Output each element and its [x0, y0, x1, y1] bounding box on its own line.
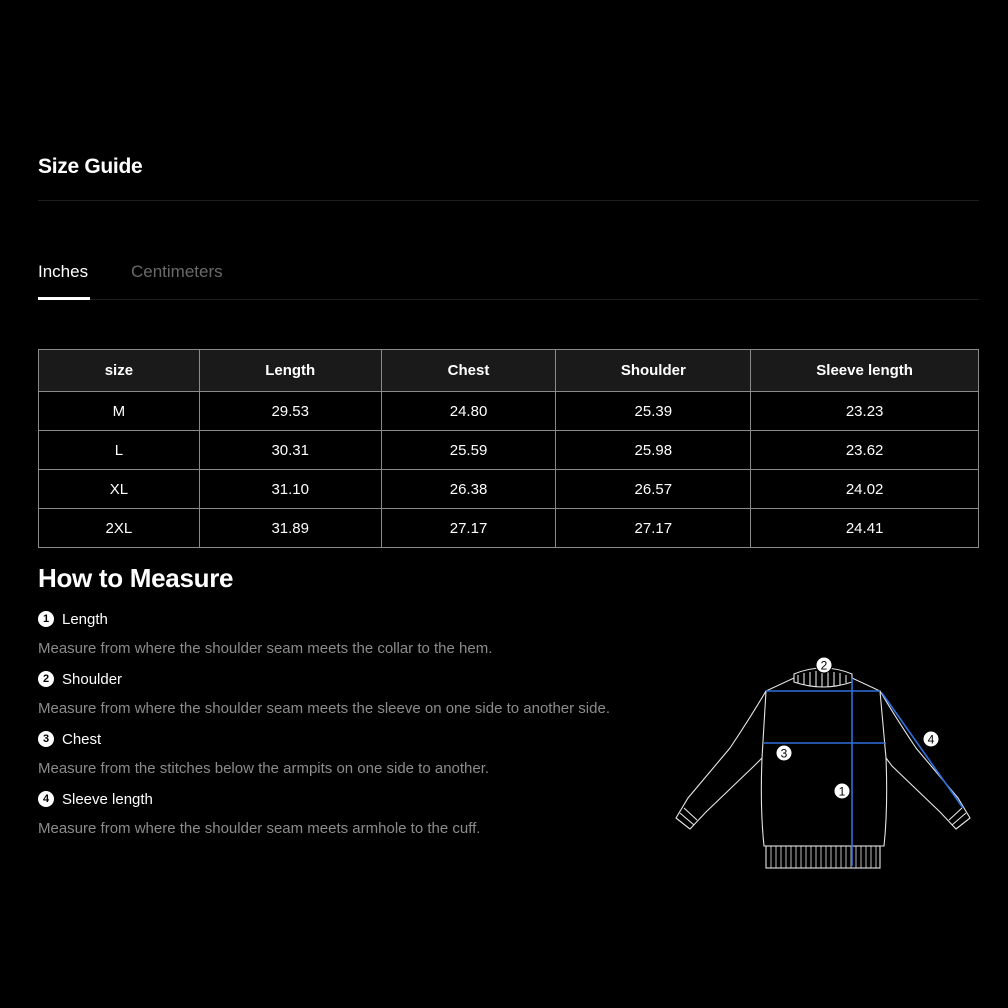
marker-4-icon	[923, 731, 939, 747]
svg-text:1: 1	[838, 784, 846, 799]
table-cell: 30.31	[199, 431, 381, 470]
number-1-icon: 1	[38, 611, 54, 627]
tabs-divider	[38, 299, 979, 300]
sweater-illustration	[660, 648, 990, 878]
tab-inches[interactable]: Inches	[38, 262, 89, 281]
size-table	[38, 349, 979, 548]
table-header-row	[39, 350, 979, 392]
table-row	[39, 392, 979, 431]
unit-tabs	[38, 262, 979, 300]
column-header-shoulder: Shoulder	[556, 350, 751, 392]
table-cell: 25.59	[381, 431, 556, 470]
table-cell: XL	[39, 470, 200, 509]
step-description: Measure from where the shoulder seam meets the collar to the hem.	[38, 640, 493, 657]
step-label: Sleeve length	[62, 790, 153, 808]
step-shoulder-heading	[38, 670, 122, 688]
table-cell: 27.17	[556, 509, 751, 548]
step-label: Chest	[62, 730, 102, 748]
marker-3-icon	[776, 745, 792, 761]
svg-text:2: 2	[820, 658, 828, 673]
svg-text:3: 3	[780, 746, 788, 761]
step-label: Length	[62, 610, 108, 628]
table-cell: 25.98	[556, 431, 751, 470]
table-row	[39, 470, 979, 509]
table-row	[39, 509, 979, 548]
step-sleeve-length-heading	[38, 790, 153, 808]
number-3-icon: 3	[38, 731, 54, 747]
table-cell: L	[39, 431, 200, 470]
table-cell: 2XL	[39, 509, 200, 548]
marker-1-icon	[834, 783, 850, 799]
number-4-icon: 4	[38, 791, 54, 807]
number-2-icon: 2	[38, 671, 54, 687]
marker-2-icon	[816, 657, 832, 673]
how-to-measure-title: How to Measure	[38, 563, 234, 593]
step-description: Measure from the stitches below the armpits on one side to another.	[38, 760, 490, 777]
table-cell: M	[39, 392, 200, 431]
table-cell: 26.38	[381, 470, 556, 509]
column-header-size: size	[39, 350, 200, 392]
table-cell: 23.23	[751, 392, 979, 431]
step-label: Shoulder	[62, 670, 123, 688]
column-header-chest: Chest	[381, 350, 556, 392]
table-cell: 31.89	[199, 509, 381, 548]
active-tab-indicator	[38, 297, 90, 300]
table-cell: 31.10	[199, 470, 381, 509]
step-length-heading	[38, 610, 108, 628]
title-divider	[38, 200, 979, 201]
step-description: Measure from where the shoulder seam meets armhole to the cuff.	[38, 820, 481, 837]
table-row	[39, 431, 979, 470]
column-header-sleeve-length: Sleeve length	[751, 350, 979, 392]
step-chest-heading	[38, 730, 101, 748]
svg-text:4: 4	[927, 732, 935, 747]
table-cell: 24.80	[381, 392, 556, 431]
step-description: Measure from where the shoulder seam meets the sleeve on one side to another side.	[38, 700, 610, 717]
table-cell: 27.17	[381, 509, 556, 548]
page-title: Size Guide	[38, 155, 143, 178]
table-cell: 24.02	[751, 470, 979, 509]
table-cell: 25.39	[556, 392, 751, 431]
table-cell: 23.62	[751, 431, 979, 470]
table-cell: 24.41	[751, 509, 979, 548]
table-cell: 29.53	[199, 392, 381, 431]
table-cell: 26.57	[556, 470, 751, 509]
tab-centimeters[interactable]: Centimeters	[131, 262, 223, 281]
column-header-length: Length	[199, 350, 381, 392]
sweater-outline	[676, 668, 970, 868]
sleeve-measure-line	[882, 693, 963, 808]
sweater-measurement-diagram	[660, 648, 990, 878]
measurement-lines	[763, 678, 963, 866]
